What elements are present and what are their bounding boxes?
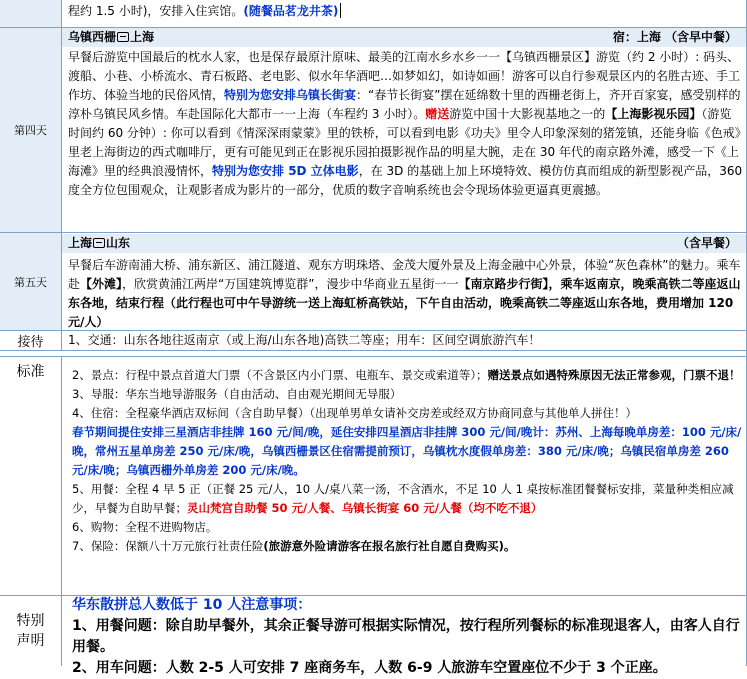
divider xyxy=(0,232,747,233)
divider xyxy=(0,350,747,351)
top-row-label xyxy=(0,0,62,27)
day4-route-to: 上海 xyxy=(130,30,155,44)
divider xyxy=(0,356,747,357)
text-cursor xyxy=(340,3,341,18)
standard-item: 6、购物：全程不进购物店。 xyxy=(72,520,218,534)
day5-meals: （含早餐） xyxy=(676,236,737,250)
standard-item: 2、景点：行程中景点首道大门票（不含景区内小门票、电瓶车、景交或索道等）；赠送景点如遇特殊原因无法正常参观，门票不退！ xyxy=(72,368,741,382)
standard-item: 5、用餐：全程 4 早 5 正（正餐 25 元/人，10 人/桌八菜一汤，不含酒水，不足 10 人 1 桌按标准团餐餐标安排，菜量种类相应减少，早餐为自助早餐；灵山梵宫自助餐 50 元/人餐、乌镇长街宴 60 元/人餐（均不吃不退） xyxy=(72,482,734,515)
special-item: 1、用餐问题：除自助早餐外，其余正餐导游可根据实际情况，按行程所列餐标的标准现退客人，由客人自行用餐。 xyxy=(72,618,740,655)
day5-description: 早餐后车游南浦大桥、浦东新区、浦江隧道、观东方明珠塔、金茂大厦外景及上海金融中心外景，体验“灰色森林”的魅力。乘车赴【外滩】，欣赏黄浦江两岸“万国建筑博览群”，漫步中华商业五星街一一【南京路步行街】，乘车返南京，晚乘高铁二等座返山东各地，结束行程（此行程也可中午导游统一送上海虹桥高铁站，下午自由活动，晚乘高铁二等座返山东各地，费用增加 120 元/人） xyxy=(68,258,741,329)
day4-description: 早餐后游览中国最后的枕水人家，也是保存最原汁原味、最美的江南水乡水乡一一【乌镇西栅景区】游览（约 2 小时）: 码头、渡船、小巷、小桥流水、青石板路、老电影、似水年华酒吧…如梦如幻，如诗如画！游客可以自行参观景区内的名胜古迹、手工作坊、体验当地的民俗风情，特别为您安排乌镇长街宴：“春节长街宴”摆在延绵数十里的西栅老街上，齐开百家宴，感受别样的淳朴乌镇民风乡情。车赴国际化大都市一一上海（车程约 3 小时）。赠送游览中国十大影视基地之一的【上海影视乐园】（游览时间约 60 分钟）: 你可以看到《情深深雨蒙蒙》里的铁桥，可以看到电影《功夫》里令人印象深刻的猪笼镇，还能身临《色戒》里老上海街边的西式咖啡厅，更有可能见到正在影视乐园拍摄影视作品的明星大腕，走在 30 年代的南京路外滩，感受一下《上海滩》里的经典浪漫情怀，特别为您安排 5D 立体电影，在 3D 的基础上加上环境特效、模仿仿真而组成的新型影视产品，360 度全方位包围观众，让观影者成为影片的一部分，优质的数字音响系统也会令现场体验更逼真更震撼。 xyxy=(68,50,743,197)
top-row-highlight: (随餐品茗龙井茶) xyxy=(243,4,339,18)
day4-stay: 宿：上海 （含早中餐） xyxy=(612,30,737,44)
meal-icon xyxy=(93,238,105,248)
day5-label: 第五天 xyxy=(0,233,62,330)
meal-icon xyxy=(117,32,129,42)
day4-header xyxy=(62,28,747,47)
day4-label: 第四天 xyxy=(0,28,62,232)
day5-header xyxy=(62,234,747,253)
standard-item: 7、保险：保额八十万元旅行社责任险(旅游意外险请游客在报名旅行社自愿自费购买)。 xyxy=(72,539,516,553)
standard-item: 4、住宿：全程豪华酒店双标间（含自助早餐）（出现单男单女请补交房差或经双方协商同意与其他单人拼住！） xyxy=(72,406,638,420)
day5-route-to: 山东 xyxy=(106,236,131,250)
pickup-text: 1、交通：山东各地往返南京（或上海/山东各地)高铁二等座；用车：区间空调旅游汽车！ xyxy=(68,333,541,347)
pickup-label: 接待 xyxy=(0,331,62,350)
standard-item: 春节期间提住安排三星酒店非挂牌 160 元/间/晚，延住安排四星酒店非挂牌 300 元/间/晚计：苏州、上海每晚单房差：100 元/床/晚，常州五星单房差 250 元/床/晚，乌镇西栅景区住宿需提前预订，乌镇枕水度假单房差：380 元/床/晚；乌镇民宿单房差 260 元/床/晚；乌镇西栅外单房差 200 元/床/晚。 xyxy=(72,425,742,477)
standard-label: 标准 xyxy=(0,357,62,595)
special-statement xyxy=(66,595,747,676)
special-label: 特别 声明 xyxy=(0,596,62,666)
special-title: 华东散拼总人数低于 10 人注意事项： xyxy=(72,597,312,613)
standard-item: 3、导服：华东当地导游服务（自由活动、自由观光期间无导服） xyxy=(72,387,402,401)
day4-route-from: 乌镇西栅 xyxy=(68,30,117,44)
top-row-text: 程约 1.5 小时)，安排入住宾馆。(随餐品茗龙井茶) xyxy=(62,2,747,26)
standard-items xyxy=(66,366,747,595)
special-item: 2、用车问题：人数 2-5 人可安排 7 座商务车，人数 6-9 人旅游车空置座位不少于 3 个正座。 xyxy=(72,660,667,676)
day5-route-from: 上海 xyxy=(68,236,93,250)
